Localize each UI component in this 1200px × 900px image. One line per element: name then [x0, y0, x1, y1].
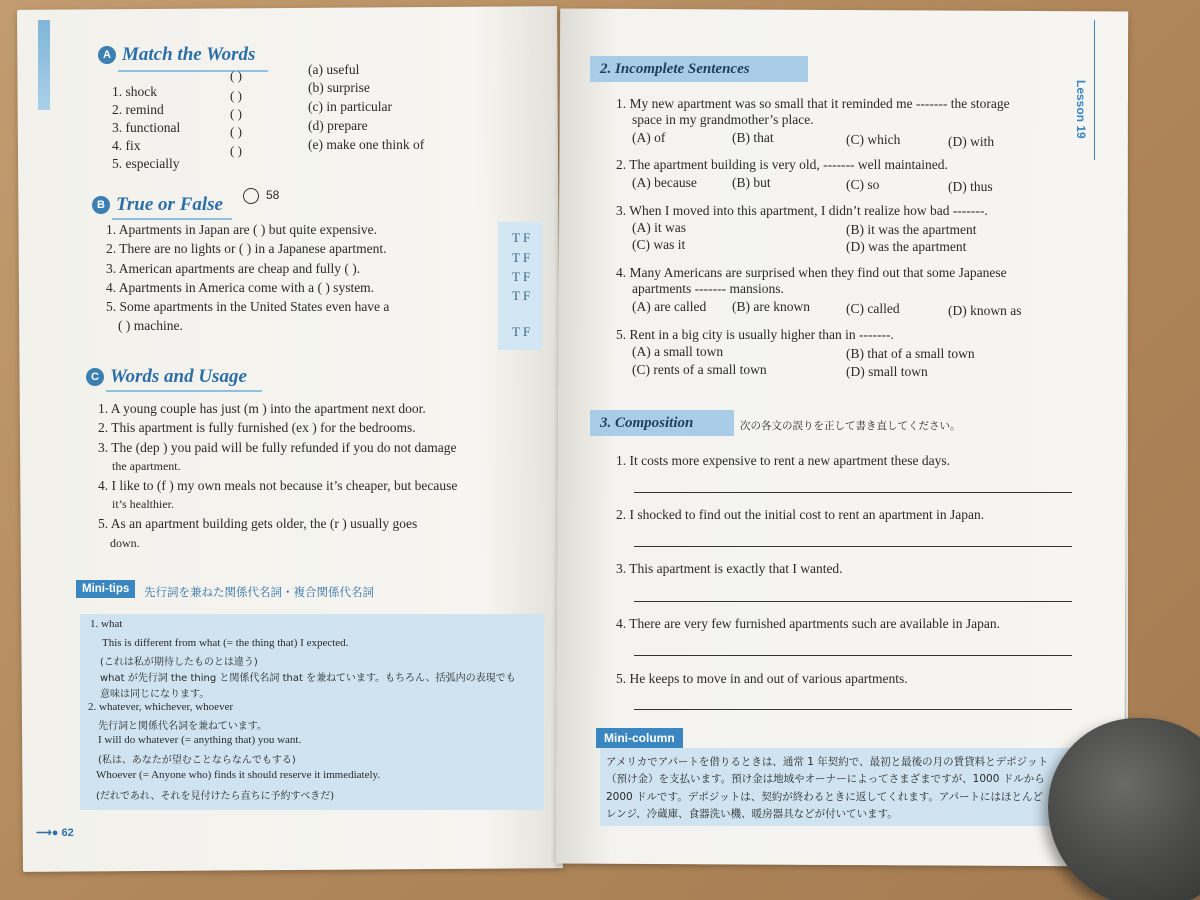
match-option: (d) prepare — [308, 118, 368, 133]
tf-choice[interactable]: T F — [512, 288, 531, 303]
page-number — [36, 826, 74, 839]
tips-line: (だれであれ、それを見付けたら直ちに予約すべきだ) — [96, 791, 335, 802]
question-text: 4. Many Americans are surprised when they find out that some Japanese — [616, 265, 1007, 280]
usage-item: 5. As an apartment building gets older, the (r ) usually goes — [98, 516, 418, 531]
section-c-heading — [86, 366, 247, 388]
usage-item: 2. This apartment is fully furnished (ex ) for the bedrooms. — [98, 420, 416, 435]
tips-line: I will do whatever (= anything that) you want. — [98, 734, 302, 746]
tf-item: 1. Apartments in Japan are ( ) but quite expensive. — [106, 222, 378, 237]
answer-option[interactable]: (B) that — [732, 130, 774, 145]
answer-line[interactable] — [634, 601, 1072, 602]
usage-item: 1. A young couple has just (m ) into the apartment next door. — [98, 401, 426, 416]
answer-option[interactable]: (A) because — [632, 175, 697, 190]
composition-item: 3. This apartment is exactly that I wanted. — [616, 561, 843, 576]
mini-tips-label: Mini-tips — [76, 580, 135, 598]
section-c-title: Words and Usage — [110, 366, 247, 387]
tips-line: This is different from what (= the thing that) I expected. — [102, 637, 349, 649]
answer-option[interactable]: (A) are called — [632, 299, 707, 314]
section-c-underline — [106, 390, 262, 392]
match-blank[interactable]: ( ) — [230, 143, 242, 158]
answer-option[interactable]: (C) rents of a small town — [632, 362, 767, 377]
answer-option[interactable]: (D) known as — [948, 303, 1022, 318]
match-option: (c) in particular — [308, 99, 392, 114]
composition-item: 4. There are very few furnished apartments such are available in Japan. — [616, 616, 1000, 631]
answer-line[interactable] — [634, 655, 1072, 656]
composition-item: 2. I shocked to find out the initial cost to rent an apartment in Japan. — [616, 507, 985, 522]
answer-option[interactable]: (C) which — [846, 132, 901, 147]
answer-line[interactable] — [634, 709, 1072, 710]
section-a-heading — [98, 44, 255, 66]
usage-item: 4. I like to (f ) my own meals not because it’s cheaper, but because — [98, 478, 458, 493]
match-item: 4. fix — [112, 138, 141, 153]
question-text: space in my grandmother’s place. — [632, 112, 814, 127]
mini-column-label: Mini-column — [596, 728, 683, 748]
answer-option[interactable]: (D) was the apartment — [846, 239, 967, 254]
tips-line: 意味は同じになります。 — [100, 689, 210, 700]
usage-item: 3. The (dep ) you paid will be fully refunded if you do not damage — [98, 440, 457, 455]
match-option: (b) surprise — [308, 80, 370, 95]
question-text: 3. When I moved into this apartment, I didn’t realize how bad -------. — [616, 203, 988, 218]
composition-instruction: 次の各文の誤りを正して書き直してください。 — [740, 420, 961, 432]
answer-option[interactable]: (B) but — [732, 175, 771, 190]
tf-item: 5. Some apartments in the United States even have a — [106, 299, 390, 314]
answer-option[interactable]: (B) are known — [732, 299, 810, 314]
section-a-badge: A — [98, 46, 116, 64]
audio-cd-icon — [243, 188, 259, 204]
page-number-arrow-icon: ⟶● — [36, 827, 62, 839]
match-item: 3. functional — [112, 120, 181, 135]
question-text: apartments ------- mansions. — [632, 281, 784, 296]
section-b-title: True or False — [116, 194, 223, 215]
tf-item: 4. Apartments in America come with a ( ) system. — [106, 280, 375, 295]
tips-line: 1. what — [90, 618, 123, 630]
match-blank[interactable]: ( ) — [230, 106, 242, 121]
answer-option[interactable]: (A) of — [632, 130, 666, 145]
incomplete-title: 2. Incomplete Sentences — [600, 60, 750, 77]
answer-option[interactable]: (A) it was — [632, 220, 686, 235]
question-text: 5. Rent in a big city is usually higher than in -------. — [616, 327, 894, 342]
answer-option[interactable]: (C) called — [846, 301, 900, 316]
question-text: 1. My new apartment was so small that it reminded me ------- the storage — [616, 96, 1010, 111]
composition-item: 1. It costs more expensive to rent a new apartment these days. — [616, 453, 951, 468]
section-b-badge: B — [92, 196, 110, 214]
lesson-label: Lesson 19 — [1074, 80, 1088, 139]
match-item: 2. remind — [112, 102, 164, 117]
audio-track-number: 58 — [266, 188, 280, 202]
tf-choice[interactable]: T F — [512, 230, 531, 245]
answer-option[interactable]: (C) was it — [632, 237, 686, 252]
answer-option[interactable]: (C) so — [846, 177, 880, 192]
mini-column-line: （預け金）を支払います。預け金は地域やオーナーによってさまざまですが、1000 ドルから — [606, 773, 1045, 785]
answer-option[interactable]: (D) thus — [948, 179, 993, 194]
match-blank[interactable]: ( ) — [230, 68, 242, 83]
tips-line: 先行詞と関係代名詞を兼ねています。 — [98, 721, 267, 732]
section-b-underline — [112, 218, 232, 220]
usage-item: down. — [110, 536, 140, 550]
match-option: (e) make one think of — [308, 137, 425, 152]
composition-title: 3. Composition — [600, 414, 694, 431]
left-page-accent — [38, 20, 50, 110]
match-item: 5. especially — [112, 156, 180, 171]
tf-choice[interactable]: T F — [512, 269, 531, 284]
answer-option[interactable]: (B) it was the apartment — [846, 222, 977, 237]
section-a-underline — [118, 70, 268, 72]
mini-tips-heading: 先行詞を兼ねた関係代名詞・複合関係代名詞 — [144, 585, 374, 599]
usage-item: it’s healthier. — [112, 497, 174, 511]
answer-option[interactable]: (D) small town — [846, 364, 928, 379]
mini-column-line: 2000 ドルです。デポジットは、契約が終わるときに返してくれます。アパートにはほとんど — [606, 791, 1044, 803]
match-item: 1. shock — [112, 84, 157, 99]
section-a-title: Match the Words — [122, 44, 256, 65]
mini-column-line: レンジ、冷蔵庫、食器洗い機、暖房器具などが付いています。 — [606, 808, 898, 820]
tf-item: 3. American apartments are cheap and fully ( ). — [106, 261, 361, 276]
answer-option[interactable]: (A) a small town — [632, 344, 724, 359]
tips-line: 2. whatever, whichever, whoever — [88, 701, 234, 713]
page-number-text: 62 — [61, 827, 74, 839]
tips-line: Whoever (= Anyone who) finds it should reserve it immediately. — [96, 769, 381, 781]
mini-column-line: アメリカでアパートを借りるときは、通常 1 年契約で、最初と最後の月の賃貸料とデポジット — [606, 756, 1049, 768]
tips-line: what が先行詞 the thing と関係代名詞 that を兼ねています。もちろん、括弧内の表現でも — [100, 673, 516, 684]
tf-choice[interactable]: T F — [512, 324, 531, 339]
match-option: (a) useful — [308, 62, 360, 77]
tf-item: ( ) machine. — [118, 318, 183, 333]
composition-item: 5. He keeps to move in and out of various apartments. — [616, 671, 908, 686]
tips-line: (私は、あなたが望むことならなんでもする) — [98, 755, 296, 766]
incomplete-banner — [590, 56, 808, 82]
answer-line[interactable] — [634, 546, 1072, 547]
match-blank[interactable]: ( ) — [230, 88, 242, 103]
composition-banner — [590, 410, 734, 436]
answer-option[interactable]: (D) with — [948, 134, 995, 149]
answer-option[interactable]: (B) that of a small town — [846, 346, 975, 361]
tips-line: (これは私が期待したものとは違う) — [100, 657, 258, 668]
usage-item: the apartment. — [112, 459, 181, 473]
match-blank[interactable]: ( ) — [230, 124, 242, 139]
lesson-rule — [1094, 20, 1095, 160]
answer-line[interactable] — [634, 492, 1072, 493]
section-c-badge: C — [86, 368, 104, 386]
tf-item: 2. There are no lights or ( ) in a Japanese apartment. — [106, 241, 387, 256]
section-b-heading — [92, 194, 223, 216]
tf-choice[interactable]: T F — [512, 250, 531, 265]
question-text: 2. The apartment building is very old, ------- well maintained. — [616, 157, 948, 172]
